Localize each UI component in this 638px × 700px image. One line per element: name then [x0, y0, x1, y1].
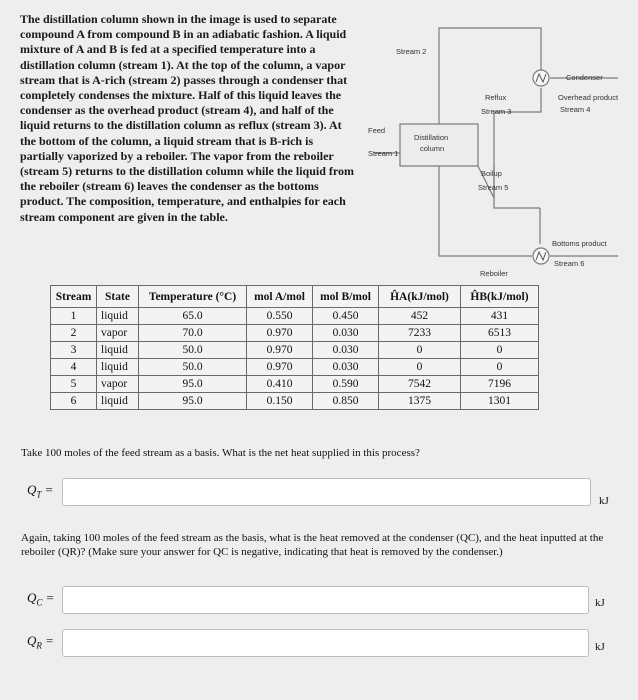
header-mol-b: mol B/mol: [313, 286, 379, 308]
cell-temperature: 50.0: [139, 342, 247, 359]
qc-unit: kJ: [595, 597, 605, 609]
cell-mol-b: 0.030: [313, 325, 379, 342]
stream-data-table: [50, 285, 539, 410]
cell-stream: 1: [51, 308, 97, 325]
header-temperature: Temperature (°C): [139, 286, 247, 308]
qt-label: $Q_T$ =: [27, 482, 54, 500]
cell-mol-a: 0.970: [247, 359, 313, 376]
qr-answer-input[interactable]: [62, 629, 589, 657]
label-stream6: Stream 6: [554, 259, 585, 268]
label-stream4: Stream 4: [560, 105, 591, 114]
label-reboiler: Reboiler: [480, 269, 508, 278]
cell-temperature: 95.0: [139, 393, 247, 410]
label-boilup: Boilup: [481, 169, 502, 178]
cell-temperature: 65.0: [139, 308, 247, 325]
cell-state: liquid: [97, 308, 139, 325]
reflux-line: [478, 88, 541, 198]
process-diagram-svg: [360, 8, 630, 283]
label-stream5: Stream 5: [478, 183, 509, 192]
qc-label-main: Q: [27, 590, 37, 605]
header-stream: Stream: [51, 286, 97, 308]
qr-label-sub: R: [36, 640, 42, 651]
label-column-2: column: [420, 144, 445, 153]
cell-stream: 6: [51, 393, 97, 410]
qr-label-main: Q: [27, 633, 37, 648]
cell-state: vapor: [97, 376, 139, 393]
qt-answer-input[interactable]: [62, 478, 591, 506]
process-diagram: [360, 8, 630, 283]
table-row: [51, 359, 539, 376]
label-feed: Feed: [368, 126, 386, 135]
cell-mol-b: 0.030: [313, 359, 379, 376]
cell-enthalpy-a: 0: [379, 359, 461, 376]
cell-mol-b: 0.450: [313, 308, 379, 325]
qc-answer-input[interactable]: [62, 586, 589, 614]
bottoms-to-reboiler-line: [439, 166, 532, 256]
cell-state: liquid: [97, 359, 139, 376]
cell-temperature: 95.0: [139, 376, 247, 393]
cell-mol-a: 0.150: [247, 393, 313, 410]
cell-enthalpy-a: 452: [379, 308, 461, 325]
table-row: [51, 342, 539, 359]
cell-stream: 2: [51, 325, 97, 342]
cell-enthalpy-b: 7196: [461, 376, 539, 393]
table-row: [51, 325, 539, 342]
header-mol-a: mol A/mol: [247, 286, 313, 308]
label-stream3: Stream 3: [481, 107, 512, 116]
cell-enthalpy-b: 1301: [461, 393, 539, 410]
cell-temperature: 50.0: [139, 359, 247, 376]
header-enthalpy-a: ĤA(kJ/mol): [379, 286, 461, 308]
qr-unit: kJ: [595, 641, 605, 653]
cell-state: liquid: [97, 342, 139, 359]
table-row: [51, 376, 539, 393]
cell-mol-b: 0.030: [313, 342, 379, 359]
cell-stream: 4: [51, 359, 97, 376]
cell-enthalpy-b: 0: [461, 359, 539, 376]
label-bottoms-product: Bottoms product: [552, 239, 607, 248]
cell-enthalpy-b: 0: [461, 342, 539, 359]
header-enthalpy-b: ĤB(kJ/mol): [461, 286, 539, 308]
label-stream1: Stream 1: [368, 149, 399, 158]
table-row: [51, 308, 539, 325]
cell-stream: 5: [51, 376, 97, 393]
cell-enthalpy-b: 431: [461, 308, 539, 325]
cell-enthalpy-a: 1375: [379, 393, 461, 410]
table-header-row: [51, 286, 539, 308]
cell-enthalpy-a: 7542: [379, 376, 461, 393]
cell-state: vapor: [97, 325, 139, 342]
qc-label-sub: C: [36, 597, 43, 608]
question-net-heat: Take 100 moles of the feed stream as a basis. What is the net heat supplied in this process?: [21, 447, 420, 459]
qc-label: $Q_C$ =: [27, 590, 55, 608]
cell-stream: 3: [51, 342, 97, 359]
label-overhead-product: Overhead product: [558, 93, 619, 102]
qt-label-main: Q: [27, 482, 37, 497]
cell-temperature: 70.0: [139, 325, 247, 342]
label-reflux: Reflux: [485, 93, 507, 102]
cell-enthalpy-b: 6513: [461, 325, 539, 342]
table-row: [51, 393, 539, 410]
cell-mol-a: 0.410: [247, 376, 313, 393]
cell-state: liquid: [97, 393, 139, 410]
qt-label-sub: T: [36, 489, 42, 500]
cell-mol-b: 0.850: [313, 393, 379, 410]
qt-unit: kJ: [599, 495, 609, 507]
label-column-1: Distillation: [414, 133, 449, 142]
qr-label: $Q_R$ =: [27, 633, 54, 651]
cell-mol-a: 0.970: [247, 342, 313, 359]
header-state: State: [97, 286, 139, 308]
cell-enthalpy-a: 0: [379, 342, 461, 359]
cell-enthalpy-a: 7233: [379, 325, 461, 342]
label-stream2: Stream 2: [396, 47, 427, 56]
question-condenser-reboiler: Again, taking 100 moles of the feed stream as the basis, what is the heat removed at the condenser (QC), and the heat inputted at the reboiler (QR)? (Make sure your answer for QC is negative, indicating that heat is removed by the condenser.): [21, 532, 604, 558]
cell-mol-b: 0.590: [313, 376, 379, 393]
cell-mol-a: 0.550: [247, 308, 313, 325]
cell-mol-a: 0.970: [247, 325, 313, 342]
label-condenser: Condenser: [566, 73, 603, 82]
problem-statement: The distillation column shown in the image is used to separate compound A from compound B in an adiabatic fashion. A liquid mixture of A and B is fed at a specified temperature into a distillation column (stream 1). At the top of the column, a vapor stream that is A-rich (stream 2) passes through a condenser that completely condenses the mixture. Half of this liquid leaves the condenser as the overhead product (stream 4), and half of the liquid returns to the distillation column as reflux (stream 3). At the bottom of the column, a liquid stream that is B-rich is partially vaporized by a reboiler. The vapor from the reboiler (stream 5) returns to the distillation column while the liquid from the reboiler (stream 6) leaves the condenser as the bottoms product. The composition, temperature, and enthalpies for each stream component are given in the table.: [20, 12, 354, 224]
